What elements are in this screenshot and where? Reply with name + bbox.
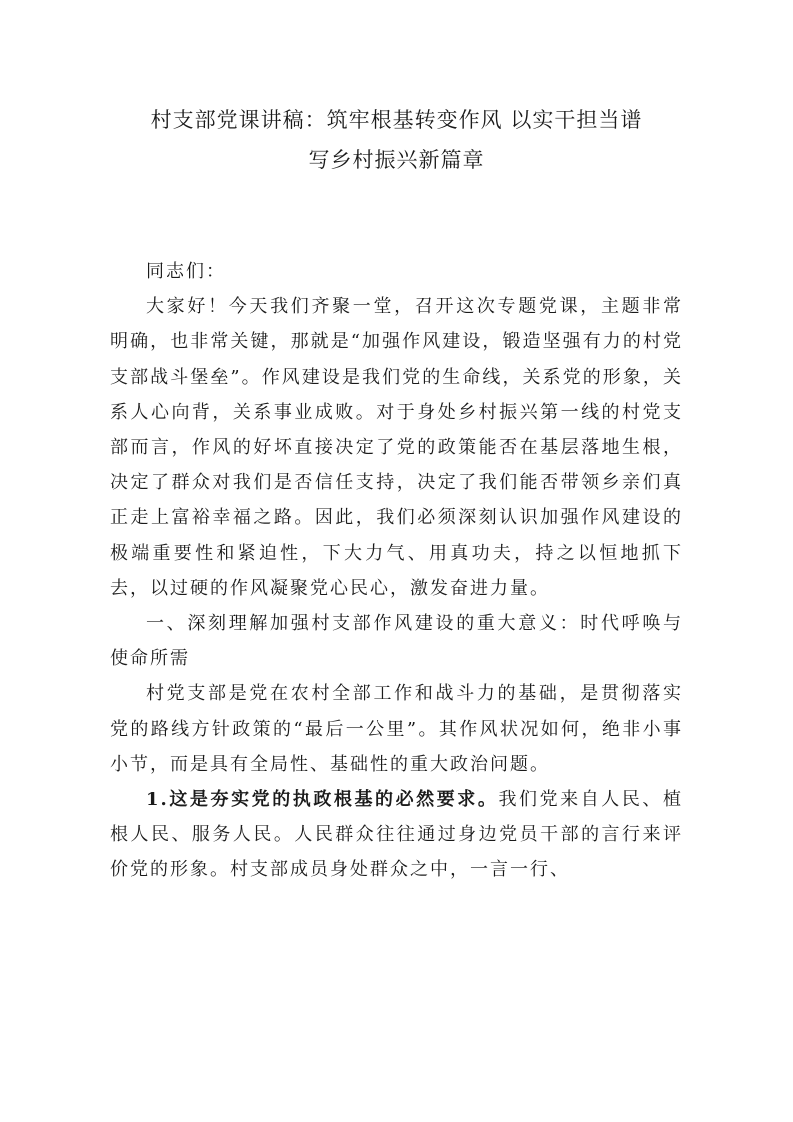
paragraph-intro: 大家好！今天我们齐聚一堂，召开这次专题党课，主题非常明确，也非常关键，那就是“加强作风建设，锻造坚强有力的村党支部战斗堡垒”。作风建设是我们党的生命线，关系党的形象，关系人心向背，关系事业成败。对于身处乡村振兴第一线的村党支部而言，作风的好坏直接决定了党的政策能否在基层落地生根，决定了群众对我们是否信任支持，决定了我们能否带领乡亲们真正走上富裕幸福之路。因此，我们必须深刻认识加强作风建设的极端重要性和紧迫性，下大力气、用真功夫，持之以恒地抓下去，以过硬的作风凝聚党心民心，激发奋进力量。 (110, 296, 683, 599)
paragraph-point-1 (110, 782, 683, 888)
section-heading-1: 一、深刻理解加强村支部作风建设的重大意义：时代呼唤与使命所需 (110, 613, 683, 670)
document-body (110, 254, 683, 888)
greeting: 同志们： (146, 261, 226, 282)
point-1-heading: 1.这是夯实党的执政根基的必然要求。 (146, 789, 499, 811)
point-1-text: 我们党来自人民、植根人民、服务人民。人民群众往往通过身边党员干部的言行来评价党的形象。村支部成员身处群众之中，一言一行、 (110, 789, 683, 881)
title-line-2: 写乡村振兴新篇章 (308, 148, 485, 172)
paragraph-section-1: 村党支部是党在农村全部工作和战斗力的基础，是贯彻落实党的路线方针政策的“最后一公里”。其作风状况如何，绝非小事小节，而是具有全局性、基础性的重大政治问题。 (110, 683, 683, 775)
document-title (110, 100, 683, 180)
title-line-1: 村支部党课讲稿：筑牢根基转变作风 以实干担当谱 (150, 108, 643, 132)
